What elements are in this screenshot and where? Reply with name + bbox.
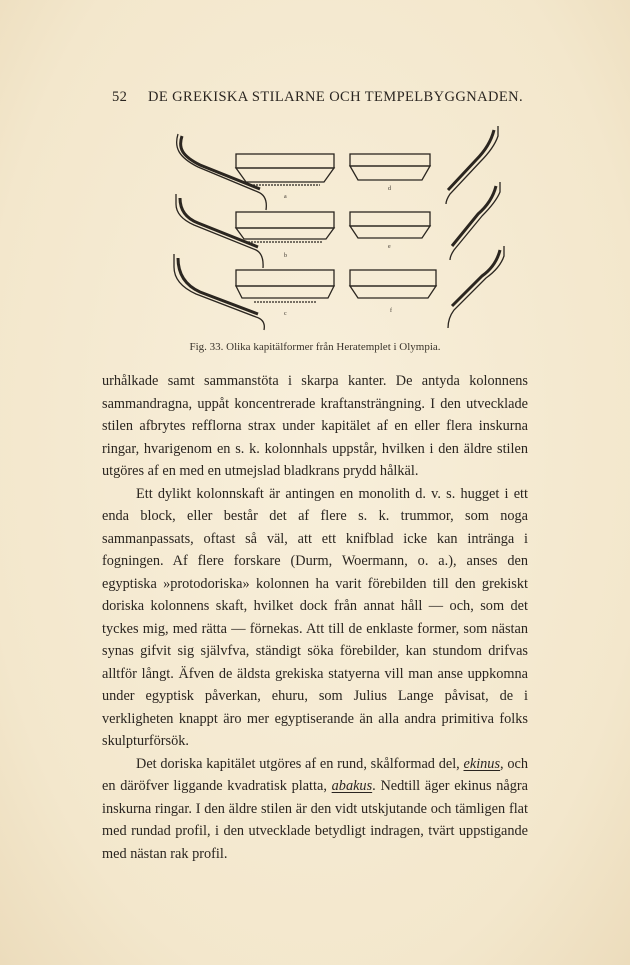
paragraph-text: urhålkade samt sammanstöta i skarpa kanter. De antyda kolonnens sammandragna, uppåt koncentrerade kraftansträngning. I den utvecklade stilen afbrytes refflorna strax under kapitälet af en eller flera inskurna ringar, hvarigenom en s. k. kolonnhals uppstår, hvilken i den äldre stilen utgöres af en med en utmejslad bladkrans prydd hålkäl. xyxy=(102,373,528,479)
term-emphasis: ekinus xyxy=(463,755,501,772)
running-title: DE GREKISKA STILARNE OCH TEMPELBYGGNADEN. xyxy=(148,89,524,105)
fig-label-e: e xyxy=(388,244,391,250)
capital-c xyxy=(236,270,334,302)
fig-label-d: d xyxy=(388,186,391,192)
capital-forms-figure xyxy=(168,122,518,332)
capital-f xyxy=(350,270,436,298)
capital-e xyxy=(350,212,430,238)
fig-label-b: b xyxy=(284,253,287,259)
fig-label-f: f xyxy=(390,308,392,314)
paragraph-text: Det doriska kapitälet utgöres af en rund, skålformad del, xyxy=(136,755,464,772)
page-number: 52 xyxy=(112,89,128,105)
figure-caption: Fig. 33. Olika kapitälformer från Heratemplet i Olympia. xyxy=(189,341,441,353)
paragraph-text: , och en däröfver liggande kvadratisk platta, xyxy=(102,755,528,794)
paragraph xyxy=(102,753,528,866)
capital-a xyxy=(236,154,334,185)
paragraph-text: . Nedtill äger ekinus några inskurna ringar. I den äldre stilen är den vidt utskjutande och tämligen flat med rundad profil, i den utvecklade betydligt indragen, tvärt uppstigande med nästan rak profil. xyxy=(102,778,528,862)
capital-b xyxy=(236,212,334,242)
profile-left-c xyxy=(174,254,264,330)
fig-label-a: a xyxy=(284,194,287,200)
capital-d xyxy=(350,154,430,180)
paragraph xyxy=(102,370,528,483)
paragraph-text: Ett dylikt kolonnskaft är antingen en monolith d. v. s. hugget i ett enda block, eller består det af flere s. k. trummor, som noga sammanpassats, oftast så väl, att ett knifblad icke kan intränga i fogningen. Af flere forskare (Durm, Woermann, o. a.), anses den egyptiska »protodoriska» kolonnen ha varit förebilden till den grekiskt doriska kolonnens skaft, hvilket dock från annat håll — och, som det tyckes mig, med rätta — förnekas. Att till de enklaste former, som nästan synas gifvit sig självfva, ständigt söka förebilder, kan stundom drifvas alltför långt. Äfven de äldsta grekiska statyerna vill man anse uppkomna under egyptisk påverkan, ehuru, som Julius Lange påvisat, de i verkligheten knappt äro mer egyptiserande än alla andra primitiva folks skulpturförsök. xyxy=(102,485,528,749)
running-header xyxy=(112,89,532,106)
fig-label-c: c xyxy=(284,311,287,317)
term-emphasis: abakus xyxy=(331,778,373,794)
paragraph xyxy=(102,483,528,753)
body-text xyxy=(102,370,528,865)
